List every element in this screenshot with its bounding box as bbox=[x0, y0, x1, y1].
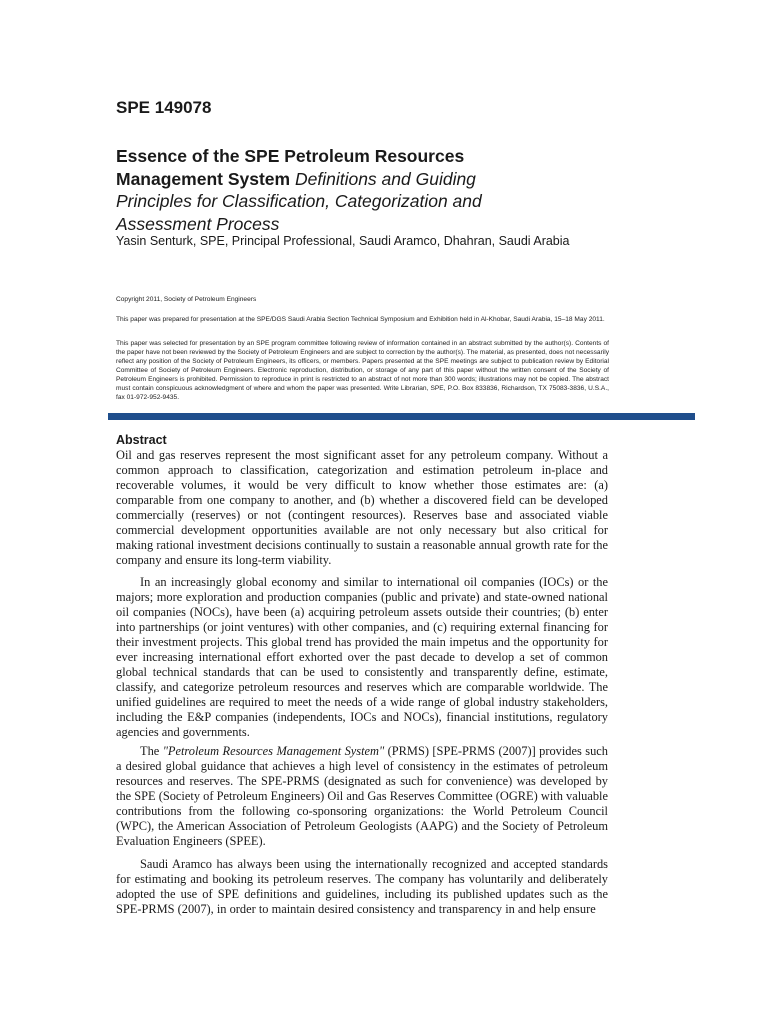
abstract-paragraph-3 bbox=[116, 744, 608, 849]
section-divider bbox=[108, 413, 695, 420]
author-line: Yasin Senturk, SPE, Principal Professional, Saudi Aramco, Dhahran, Saudi Arabia bbox=[116, 234, 570, 248]
system-name: "Petroleum Resources Management System" bbox=[162, 744, 385, 758]
selection-notice: This paper was selected for presentation by an SPE program committee following review of information contained in an abstract submitted by the author(s). Contents of the paper have not been reviewed by the Society of Petroleum Engineers and are subject to correction by the author(s). The material, as presented, does not necessarily reflect any position of the Society of Petroleum Engineers, its officers, or members. Papers presented at the SPE meetings are subject to publication review by Editorial Committee of Society of Petroleum Engineers. Electronic reproduction, distribution, or storage of any part of this paper without the written consent of the Society of Petroleum Engineers is prohibited. Permission to reproduce in print is restricted to an abstract of not more than 300 words; illustrations may not be copied. The abstract must contain conspicuous acknowledgment of where and whom the paper was presented. Write Librarian, SPE, P.O. Box 833836, Richardson, TX 75083-3836, U.S.A., fax 01-972-952-9435. bbox=[116, 340, 609, 401]
abstract-paragraph-2: In an increasingly global economy and similar to international oil companies (IOCs) or the majors; more exploration and production companies (public and private) and state-owned national oil companies (NOCs), have been (a) acquiring petroleum assets outside their countries; (b) enter into partnerships (or joint ventures) with other companies, and (c) requiring external financing for their investment projects. This global trend has provided the main impetus and the opportunity for ever increasing international effort exhorted over the past decade to develop a set of common global technical standards that can be used to consistently and transparently define, estimate, classify, and categorize petroleum resources and reserves which are comparable worldwide. The unified guidelines are required to meet the needs of a wide range of global industry stakeholders, including the E&P companies (independents, IOCs and NOCs), financial institutions, regulatory agencies and governments. bbox=[116, 575, 608, 739]
paper-id: SPE 149078 bbox=[116, 98, 212, 117]
paragraph-3-lead: The bbox=[140, 744, 163, 758]
paper-title bbox=[116, 145, 516, 235]
presentation-notice: This paper was prepared for presentation at the SPE/DGS Saudi Arabia Section Technical Symposium and Exhibition held in Al-Khobar, Saudi Arabia, 15–18 May 2011. bbox=[116, 316, 605, 323]
abstract-heading: Abstract bbox=[116, 433, 167, 447]
abstract-paragraph-1: Oil and gas reserves represent the most significant asset for any petroleum company. Without a common approach to classification, categorization and estimation petroleum in-place and recoverable volumes, it would be very difficult to know whether those estimates are: (a) comparable from one company to another, and (b) whether a discovered field can be developed commercially (reserves) or not (contingent resources). Reserves base and associated viable commercial development opportunities available are not only necessary but also critical for making rational investment decisions continually to sustain a reasonable annual growth rate for the company and ensure its long-term viability. bbox=[116, 448, 608, 567]
paragraph-3-rest: (PRMS) [SPE-PRMS (2007)] provides such a desired global guidance that achieves a high level of consistency in the estimates of petroleum resources and reserves. The SPE-PRMS (designated as such for convenience) was developed by the SPE (Society of Petroleum Engineers) Oil and Gas Reserves Committee (OGRE) with valuable contributions from the following co-sponsoring organizations: the World Petroleum Council (WPC), the American Association of Petroleum Geologists (AAPG) and the Society of Petroleum Evaluation Engineers (SPEE). bbox=[116, 744, 608, 848]
copyright-notice: Copyright 2011, Society of Petroleum Engineers bbox=[116, 296, 257, 303]
paper-title-main: Essence of the SPE Petroleum Resources Management System bbox=[116, 146, 465, 189]
paper-title-subtitle: Definitions and Guiding Principles for Classification, Categorization and Assessment Process bbox=[116, 168, 482, 234]
abstract-paragraph-4: Saudi Aramco has always been using the internationally recognized and accepted standards for estimating and booking its petroleum reserves. The company has voluntarily and deliberately adopted the use of SPE definitions and guidelines, including its published updates such as the SPE-PRMS (2007), in order to maintain desired consistency and transparency in and help ensure bbox=[116, 857, 608, 916]
